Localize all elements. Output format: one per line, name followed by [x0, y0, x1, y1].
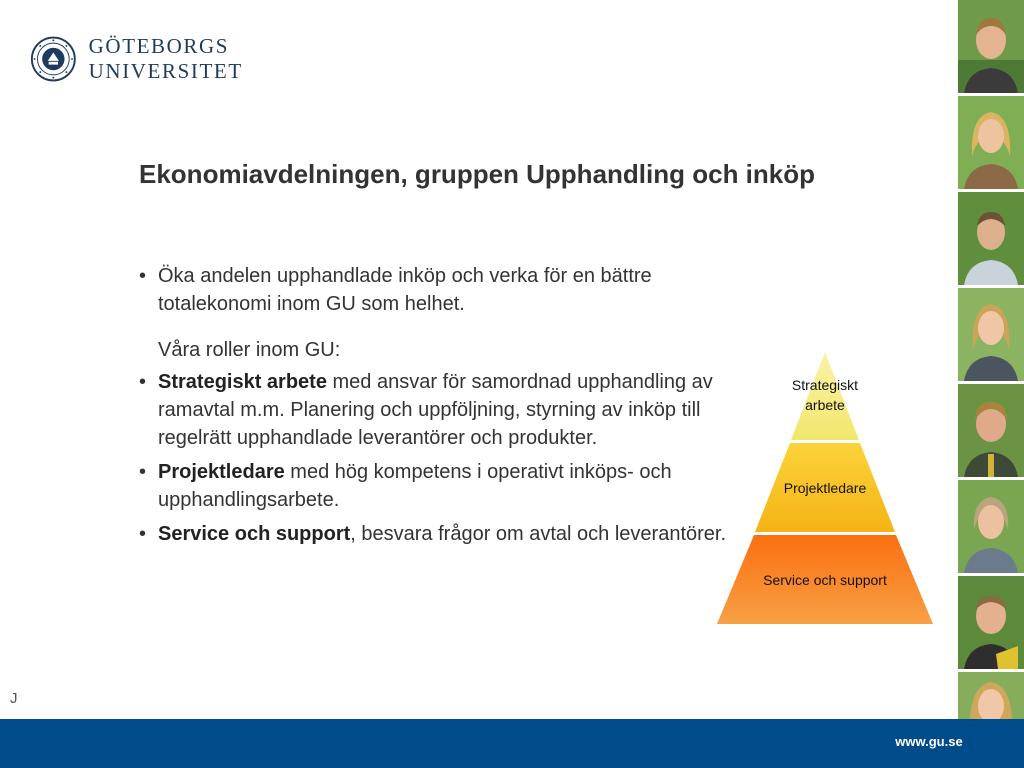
- slide-content: [139, 262, 729, 554]
- footer-url-link[interactable]: www.gu.se: [895, 734, 963, 749]
- staff-photo-strip: [958, 0, 1024, 733]
- staff-photo: [958, 0, 1024, 93]
- role-name: Service och support: [158, 523, 351, 545]
- staff-photo: [958, 480, 1024, 573]
- pyramid-level-top: [791, 352, 859, 440]
- staff-photo: [958, 576, 1024, 669]
- staff-photo: [958, 288, 1024, 381]
- role-name: Strategiskt arbete: [158, 371, 327, 393]
- role-description: med hög kompetens i operativt inköps- och upphandlingsarbete.: [158, 461, 672, 511]
- roles-heading: Våra roller inom GU:: [158, 339, 341, 361]
- role-name: Projektledare: [158, 461, 285, 483]
- staff-photo: [958, 384, 1024, 477]
- bullet-icon: •: [139, 461, 147, 483]
- pyramid-label-bottom: Service och support: [763, 572, 887, 588]
- role-item-strategic: [139, 368, 729, 452]
- university-name: GÖTEBORGS UNIVERSITET: [88, 34, 243, 83]
- staff-photo: [958, 96, 1024, 189]
- role-description: med ansvar för samordnad upphandling av ramavtal m.m. Planering och uppföljning, styrning av inköp till regelrätt upphandlade leverantörer och produkter.: [158, 371, 713, 449]
- slide-title: Ekonomiavdelningen, gruppen Upphandling och inköp: [139, 159, 815, 189]
- pyramid-label-top-line2: arbete: [805, 397, 845, 413]
- bullet-icon: •: [139, 523, 147, 545]
- bullet-icon: •: [139, 265, 147, 287]
- intro-text: Öka andelen upphandlade inköp och verka för en bättre totalekonomi inom GU som helhet.: [158, 265, 652, 315]
- role-item-project: [139, 458, 729, 514]
- footer-bar: [0, 719, 1024, 768]
- bullet-icon: •: [139, 371, 147, 393]
- university-logo: [30, 34, 370, 84]
- intro-bullet: [139, 262, 729, 318]
- university-seal-icon: [30, 34, 77, 84]
- pyramid-label-top-line1: Strategiskt: [791, 377, 859, 393]
- pyramid-label-middle: Projektledare: [783, 480, 867, 496]
- roles-pyramid: [716, 352, 934, 626]
- slide-marker: J: [10, 690, 18, 707]
- role-description: , besvara frågor om avtal och leverantörer.: [350, 523, 727, 545]
- staff-photo: [958, 192, 1024, 285]
- role-item-service: [139, 520, 729, 548]
